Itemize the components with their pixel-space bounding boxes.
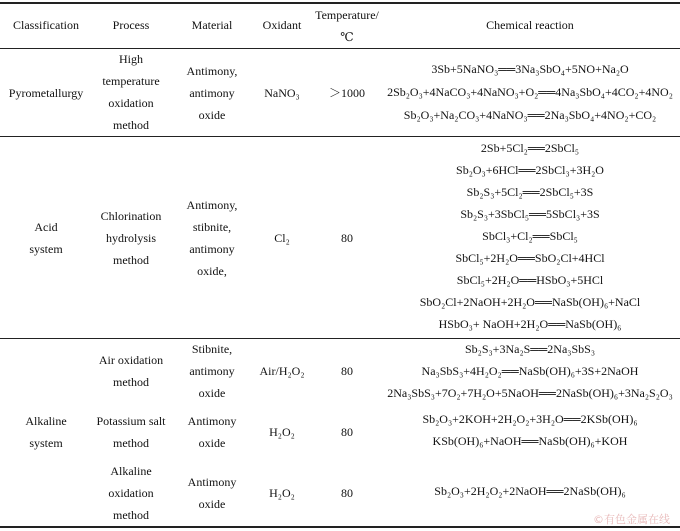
- pyro-process-1: High: [119, 52, 143, 66]
- header-material: Material: [191, 18, 233, 32]
- alk3-material-2: oxide: [198, 497, 226, 511]
- acid-material-4: oxide,: [197, 264, 227, 278]
- alk3-process-3: method: [113, 508, 149, 522]
- acid-material-3: antimony: [189, 242, 235, 256]
- alk1-reaction-3: 2Na₃SbS₃+7O₂+7H₂O+5NaOH══2NaSb(OH)₆+3Na₂S₂O₃: [387, 386, 673, 400]
- alk3-process-1: Alkaline: [110, 464, 152, 478]
- pyro-reaction-1: 3Sb+5NaNO₃══3Na₃SbO₄+5NO+Na₂O: [431, 62, 629, 76]
- header-oxidant: Oxidant: [262, 18, 302, 32]
- section-rule-1: [0, 136, 680, 137]
- acid-reaction-6: SbCl₅+2H₂O══SbO₂Cl+4HCl: [455, 251, 605, 265]
- acid-reaction-7: SbCl₅+2H₂O══HSbO₃+5HCl: [456, 273, 604, 287]
- bottom-rule: [0, 526, 680, 528]
- header-classification: Classification: [13, 18, 79, 32]
- pyro-material-3: oxide: [198, 108, 226, 122]
- alk1-process-2: method: [113, 375, 149, 389]
- acid-material-1: Antimony,: [186, 198, 238, 212]
- section-rule-2: [0, 338, 680, 339]
- alk1-oxidant: Air/H₂O₂: [259, 364, 305, 378]
- header-temperature: Temperature/: [315, 8, 379, 22]
- alk2-process-2: method: [113, 436, 149, 450]
- acid-reaction-3: Sb₂S₃+5Cl₂══2SbCl₅+3S: [466, 185, 594, 199]
- alk1-material-3: oxide: [198, 386, 226, 400]
- watermark: ©有色金属在线: [593, 513, 670, 526]
- acid-reaction-9: HSbO₃+ NaOH+2H₂O══NaSb(OH)₆: [438, 317, 622, 331]
- acid-temperature: 80: [341, 231, 353, 245]
- acid-reaction-8: SbO₂Cl+2NaOH+2H₂O══NaSb(OH)₆+NaCl: [419, 295, 641, 309]
- pyro-process-2: temperature: [102, 74, 160, 88]
- acid-reaction-1: 2Sb+5Cl₂══2SbCl₅: [480, 141, 580, 155]
- alk3-temperature: 80: [341, 486, 353, 500]
- pyro-reaction-3: Sb₂O₃+Na₂CO₃+4NaNO₃══2Na₃SbO₄+4NO₂+CO₂: [403, 108, 657, 122]
- acid-process-3: method: [113, 253, 149, 267]
- alkaline-classification-1: Alkaline: [25, 414, 67, 428]
- alk2-reaction-2: KSb(OH)₆+NaOH══NaSb(OH)₆+KOH: [432, 434, 628, 448]
- alk1-material-2: antimony: [189, 364, 235, 378]
- acid-reaction-2: Sb₂O₃+6HCl══2SbCl₃+3H₂O: [456, 163, 604, 177]
- alk2-oxidant: H₂O₂: [269, 425, 295, 439]
- alk1-temperature: 80: [341, 364, 353, 378]
- alk2-material-2: oxide: [198, 436, 226, 450]
- header-reaction: Chemical reaction: [486, 18, 574, 32]
- header-temperature-unit: ℃: [340, 30, 354, 44]
- pyro-reaction-2: 2Sb₂O₃+4NaCO₃+4NaNO₃+O₂══4Na₃SbO₄+4CO₂+4NO₂: [387, 85, 673, 99]
- alk2-process-1: Potassium salt: [96, 414, 166, 428]
- alkaline-classification-2: system: [29, 436, 63, 450]
- acid-classification-2: system: [29, 242, 63, 256]
- acid-material-2: stibnite,: [192, 220, 232, 234]
- pyro-process-3: oxidation: [108, 96, 154, 110]
- pyro-temperature: ＞1000: [328, 86, 365, 100]
- alk1-process-1: Air oxidation: [98, 353, 164, 367]
- alk2-reaction-1: Sb₂O₃+2KOH+2H₂O₂+3H₂O══2KSb(OH)₆: [422, 412, 638, 426]
- acid-process-1: Chlorination: [100, 209, 162, 223]
- pyro-material-1: Antimony,: [186, 64, 238, 78]
- alk2-temperature: 80: [341, 425, 353, 439]
- alk3-reaction-1: Sb₂O₃+2H₂O₂+2NaOH══2NaSb(OH)₆: [434, 484, 626, 498]
- acid-reaction-4: Sb₂S₃+3SbCl₅══5SbCl₃+3S: [460, 207, 600, 221]
- alk1-material-1: Stibnite,: [191, 342, 233, 356]
- acid-classification-1: Acid: [34, 220, 58, 234]
- header-process: Process: [112, 18, 150, 32]
- acid-oxidant: Cl₂: [274, 231, 290, 245]
- pyro-oxidant: NaNO₃: [264, 86, 300, 100]
- pyro-classification: Pyrometallurgy: [8, 86, 84, 100]
- alk3-oxidant: H₂O₂: [269, 486, 295, 500]
- pyro-process-4: method: [113, 118, 149, 132]
- acid-reaction-5: SbCl₃+Cl₂══SbCl₅: [482, 229, 578, 243]
- alk3-material-1: Antimony: [187, 475, 237, 489]
- alk3-process-2: oxidation: [108, 486, 154, 500]
- alk1-reaction-2: Na₃SbS₃+4H₂O₂══NaSb(OH)₆+3S+2NaOH: [421, 364, 639, 378]
- pyro-material-2: antimony: [189, 86, 235, 100]
- acid-process-2: hydrolysis: [105, 231, 156, 245]
- alk1-reaction-1: Sb₂S₃+3Na₂S══2Na₃SbS₃: [464, 342, 596, 356]
- alk2-material-1: Antimony: [187, 414, 237, 428]
